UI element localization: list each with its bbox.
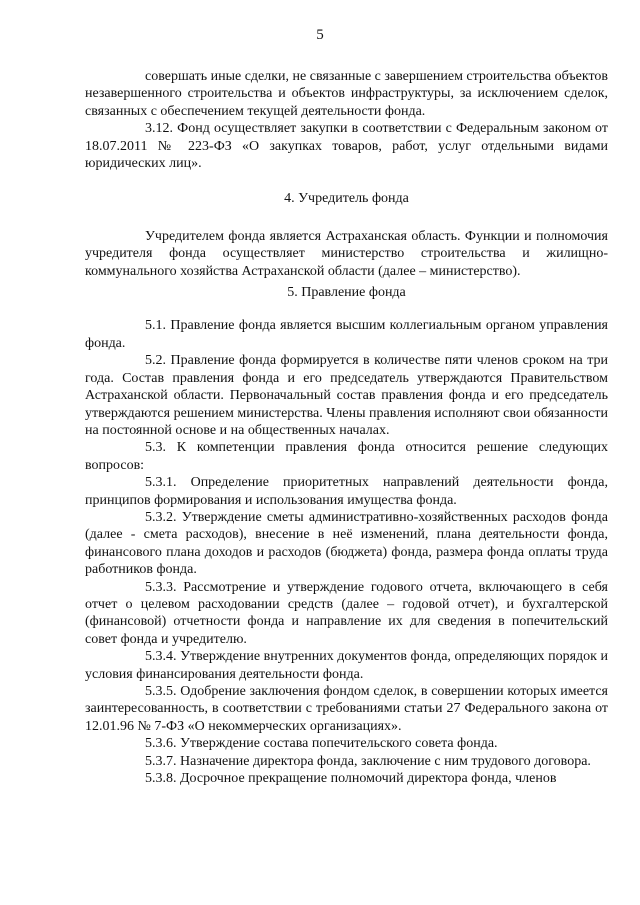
paragraph-5-3-6: 5.3.6. Утверждение состава попечительского совета фонда. xyxy=(145,736,498,752)
paragraph-5-3-7: 5.3.7. Назначение директора фонда, заключение с ним трудового договора. xyxy=(145,753,591,769)
paragraph-3-12: 3.12. Фонд осуществляет закупки в соответствии с Федеральным законом от 18.07.2011 № 223-ФЗ «О закупках товаров, работ, услуг отдельными видами юридических лиц». xyxy=(85,121,608,172)
document-body xyxy=(85,68,608,787)
paragraph-5-3-2: 5.3.2. Утверждение сметы административно-хозяйственных расходов фонда (далее - смета расходов), внесение в неё изменений, плана деятельности фонда, финансового плана доходов и расходов (бюджета) фонда, размера фонда оплаты труда работников фонда. xyxy=(85,509,608,578)
paragraph-5-3-5: 5.3.5. Одобрение заключения фондом сделок, в совершении которых имеется заинтересованность, в соответствии с требованиями статьи 27 Федерального закона от 12.01.96 № 7-ФЗ «О некоммерческих организациях». xyxy=(85,684,608,734)
paragraph-founder: Учредителем фонда является Астраханская область. Функции и полномочия учредителя фонда осуществляет министерство строительства и жилищно-коммунального хозяйства Астраханской области (далее – министерство). xyxy=(85,228,608,279)
paragraph-5-1: 5.1. Правление фонда является высшим коллегиальным органом управления фонда. xyxy=(85,318,608,351)
paragraph-5-3-4: 5.3.4. Утверждение внутренних документов фонда, определяющих порядок и условия финансирования деятельности фонда. xyxy=(85,649,608,682)
paragraph-5-3: 5.3. К компетенции правления фонда относится решение следующих вопросов: xyxy=(85,440,608,473)
section-heading-5: 5. Правление фонда xyxy=(287,285,406,301)
paragraph-5-2: 5.2. Правление фонда формируется в количестве пяти членов сроком на три года. Состав правления фонда и его председатель утверждаются Правительством Астраханской области. Первоначальный состав правления фонда и его председатель утверждаются решением министерства. Члены правления исполняют свои обязанности на постоянной основе и на общественных началах. xyxy=(85,353,608,438)
page-number: 5 xyxy=(316,27,324,43)
paragraph-5-3-3: 5.3.3. Рассмотрение и утверждение годового отчета, включающего в себя отчет о целевом расходовании средств (далее – годовой отчет), и бухгалтерской (финансовой) отчетности фонда и направление их для сведения в попечительский совет фонда и учредителю. xyxy=(85,579,608,647)
paragraph-5-3-8: 5.3.8. Досрочное прекращение полномочий директора фонда, членов xyxy=(145,771,557,787)
section-heading-4: 4. Учредитель фонда xyxy=(284,191,409,207)
paragraph-5-3-1: 5.3.1. Определение приоритетных направлений деятельности фонда, принципов формирования и использования имущества фонда. xyxy=(85,475,608,508)
paragraph-other-transactions: совершать иные сделки, не связанные с завершением строительства объектов незавершенного строительства и объектов инфраструктуры, за исключением сделок, связанных с обеспечением текущей деятельности фонда. xyxy=(85,69,608,119)
